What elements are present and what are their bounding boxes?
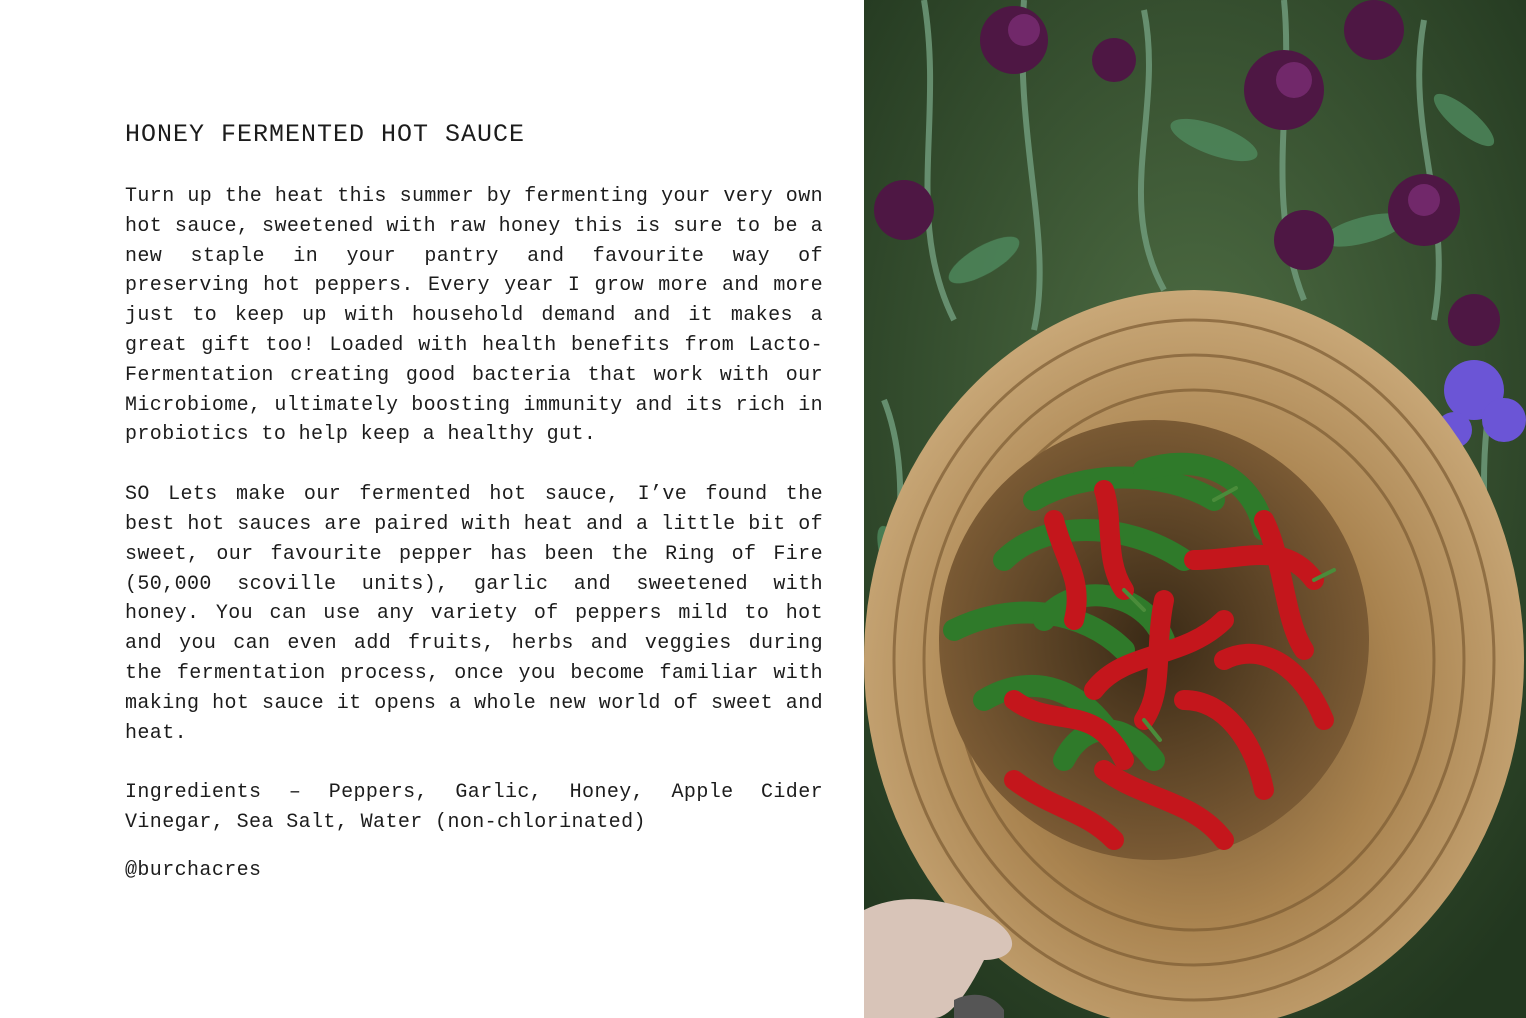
pepper-basket-photo (864, 0, 1526, 1018)
intro-paragraph: Turn up the heat this summer by fermenting your very own hot sauce, sweetened with raw honey this is sure to be a new staple in your pantry and favourite way of preserving hot peppers. Every year I grow more and more just to keep up with household demand and it makes a great gift too! Loaded with health benefits from Lacto-Fermentation creating good bacteria that work with our Microbiome, ultimately boosting immunity and its rich in probiotics to help keep a healthy gut. (125, 185, 823, 447)
social-handle: @burchacres (125, 858, 262, 882)
article-title: HONEY FERMENTED HOT SAUCE (125, 120, 526, 149)
method-paragraph: SO Lets make our fermented hot sauce, I’ve found the best hot sauces are paired with heat and a little bit of sweet, our favourite pepper has been the Ring of Fire (50,000 scoville units), garlic and sweetened with honey. You can use any variety of peppers mild to hot and you can even add fruits, herbs and veggies during the fermentation process, once you become familiar with making hot sauce it opens a whole new world of sweet and heat. (125, 483, 823, 745)
ingredients-paragraph: Ingredients – Peppers, Garlic, Honey, Apple Cider Vinegar, Sea Salt, Water (non-chlorinated) (125, 781, 823, 835)
article-text-column (125, 118, 823, 886)
pepper-basket-illustration (864, 0, 1526, 1018)
